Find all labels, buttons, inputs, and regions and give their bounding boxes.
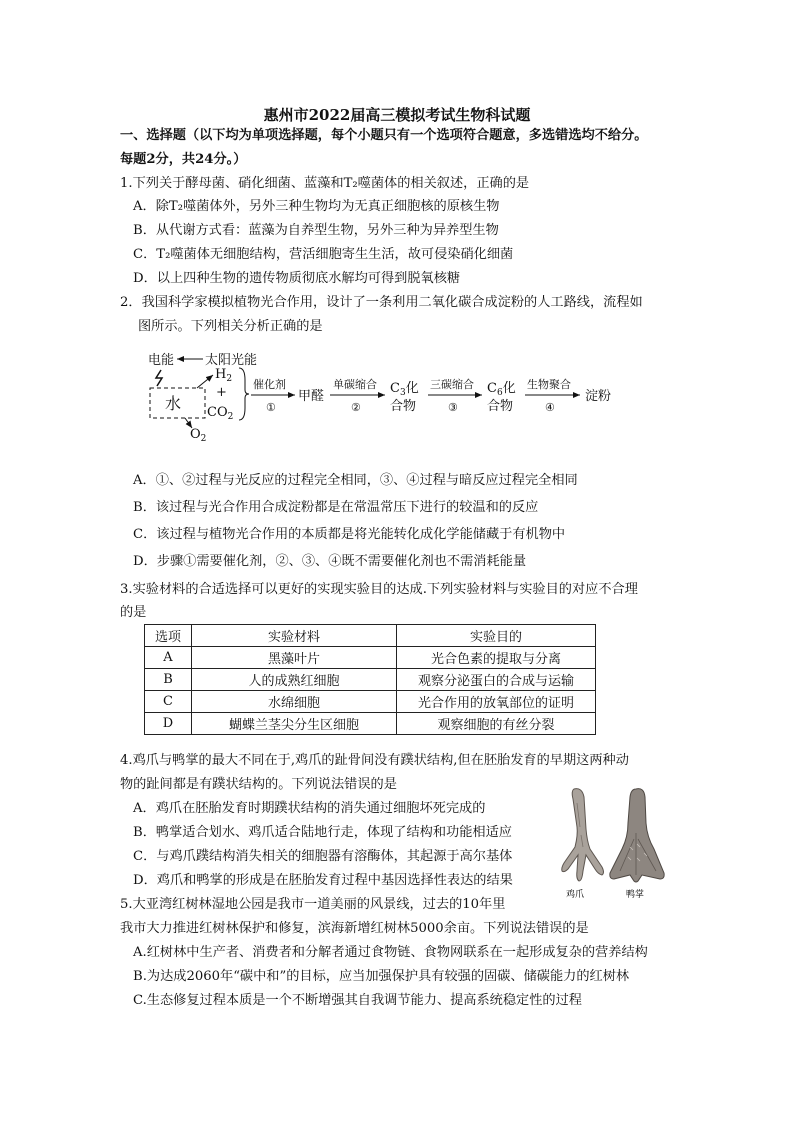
c3-bottom-label: 合物 — [390, 399, 417, 414]
table-header-row — [145, 625, 596, 647]
starch-label: 淀粉 — [585, 389, 612, 404]
q3-stem-line2: 的是 — [120, 605, 147, 620]
c6-top-label: $C_6$化 — [487, 381, 516, 398]
step4-number: ④ — [545, 401, 555, 414]
methanal-label: 甲醛 — [298, 389, 325, 404]
table-row — [145, 669, 596, 691]
table-cell: 黑藻叶片 — [192, 647, 397, 669]
step1-label: 催化剂 — [253, 378, 286, 391]
table-cell: D — [145, 713, 192, 735]
q4-stem-line1: 4.鸡爪与鸭掌的最大不同在于,鸡爪的趾骨间没有蹼状结构,但在胚胎发育的早期这两种动 — [120, 753, 629, 768]
table-header-cell: 实验目的 — [397, 625, 596, 647]
q5-option-c: C.生态修复过程本质是一个不断增强其自我调节能力、提高系统稳定性的过程 — [133, 993, 582, 1008]
q2-stem-line2: 图所示。下列相关分析正确的是 — [138, 319, 323, 334]
c3-top-label: $C_3$化 — [390, 381, 419, 398]
table-row — [145, 713, 596, 735]
table-row — [145, 691, 596, 713]
duck-foot-caption: 鸭掌 — [626, 890, 645, 900]
step2-number: ② — [351, 401, 361, 414]
q2-stem-line1: 2．我国科学家模拟植物光合作用，设计了一条利用二氧化碳合成淀粉的人工路线，流程如 — [120, 295, 643, 310]
plus-label: + — [216, 385, 227, 400]
table-header-cell: 实验材料 — [192, 625, 397, 647]
table-header-cell: 选项 — [145, 625, 192, 647]
chicken-duck-feet-figure — [546, 783, 671, 901]
q4-option-c: C．与鸡爪蹼结构消失相关的细胞器有溶酶体，其起源于高尔基体 — [133, 849, 513, 864]
q1-option-d: D．以上四种生物的遗传物质彻底水解均可得到脱氧核糖 — [133, 271, 461, 286]
co2-label: $CO_2$ — [207, 405, 234, 422]
chicken-foot-caption: 鸡爪 — [566, 890, 585, 900]
step3-label: 三碳缩合 — [430, 378, 474, 391]
q5-stem-line2: 我市大力推进红树林保护和修复，滨海新增红树林5000余亩。下列说法错误的是 — [120, 921, 589, 936]
q2-option-c: C．该过程与植物光合作用的本质都是将光能转化成化学能储藏于有机物中 — [133, 527, 566, 542]
lightning-icon — [156, 370, 162, 386]
reactant-brace — [239, 368, 249, 420]
table-cell: 观察分泌蛋白的合成与运输 — [397, 669, 596, 691]
table-cell: C — [145, 691, 192, 713]
q4-option-b: B．鸭掌适合划水、鸡爪适合陆地行走，体现了结构和功能相适应 — [133, 825, 512, 840]
q1-option-c: C．T₂噬菌体无细胞结构，营活细胞寄生生活，故可侵染硝化细菌 — [133, 247, 514, 262]
c6-bottom-label: 合物 — [487, 399, 514, 414]
q5-stem-line1: 5.大亚湾红树林湿地公园是我市一道美丽的风景线，过去的10年里 — [120, 897, 506, 912]
experiment-table — [144, 624, 596, 735]
q5-option-b: B.为达成2060年“碳中和”的目标，应当加强保护具有较强的固碳、储碳能力的红树林 — [133, 969, 630, 984]
starch-synthesis-flow-diagram — [145, 348, 635, 443]
table-cell: 光合作用的放氧部位的证明 — [397, 691, 596, 713]
water-to-h2-arrow — [197, 375, 213, 388]
table-cell: 光合色素的提取与分离 — [397, 647, 596, 669]
q1-option-a: A．除T₂噬菌体外，另外三种生物均为无真正细胞核的原核生物 — [133, 199, 500, 214]
table-cell: 蝴蝶兰茎尖分生区细胞 — [192, 713, 397, 735]
duck-foot-drawing — [610, 789, 664, 882]
page-title: 惠州市2022届高三模拟考试生物科试题 — [263, 106, 531, 124]
h2-label: $H_2$ — [215, 367, 233, 384]
table-cell: 水绵细胞 — [192, 691, 397, 713]
step3-number: ③ — [448, 401, 458, 414]
step4-label: 生物聚合 — [527, 378, 571, 391]
q2-option-d: D．步骤①需要催化剂，②、③、④既不需要催化剂也不需消耗能量 — [133, 554, 527, 569]
step2-label: 单碳缩合 — [333, 378, 377, 391]
table-cell: B — [145, 669, 192, 691]
q2-option-b: B．该过程与光合作用合成淀粉都是在常温常压下进行的较温和的反应 — [133, 500, 539, 515]
q5-option-a: A.红树林中生产者、消费者和分解者通过食物链、食物网联系在一起形成复杂的营养结构 — [133, 945, 648, 960]
chicken-foot-drawing — [562, 789, 604, 881]
q1-stem: 1.下列关于酵母菌、硝化细菌、蓝藻和T₂噬菌体的相关叙述，正确的是 — [120, 176, 530, 191]
q3-stem-line1: 3.实验材料的合适选择可以更好的实现实验目的达成.下列实验材料与实验目的对应不合理 — [120, 582, 638, 597]
section-heading-line1: 一、选择题（以下均为单项选择题，每个小题只有一个选项符合题意，多选错选均不给分。 — [120, 128, 648, 143]
table-row — [145, 647, 596, 669]
q2-option-a: A．①、②过程与光反应的过程完全相同，③、④过程与暗反应过程完全相同 — [133, 473, 578, 488]
q1-option-b: B．从代谢方式看：蓝藻为自养型生物，另外三种为异养型生物 — [133, 223, 499, 238]
o2-label: $O_2$ — [190, 427, 207, 443]
q4-option-d: D．鸡爪和鸭掌的形成是在胚胎发育过程中基因选择性表达的结果 — [133, 873, 513, 888]
section-heading-line2: 每题2分，共24分。） — [120, 152, 247, 167]
solar-energy-label: 太阳光能 — [205, 353, 258, 368]
water-label: 水 — [165, 394, 182, 413]
q4-option-a: A．鸡爪在胚胎发育时期蹼状结构的消失通过细胞坏死完成的 — [133, 801, 486, 816]
q4-stem-line2: 物的趾间都是有蹼状结构的。下列说法错误的是 — [120, 777, 397, 792]
table-cell: A — [145, 647, 192, 669]
table-cell: 人的成熟红细胞 — [192, 669, 397, 691]
table-cell: 观察细胞的有丝分裂 — [397, 713, 596, 735]
step1-number: ① — [266, 401, 276, 414]
electric-energy-label: 电能 — [148, 353, 175, 368]
